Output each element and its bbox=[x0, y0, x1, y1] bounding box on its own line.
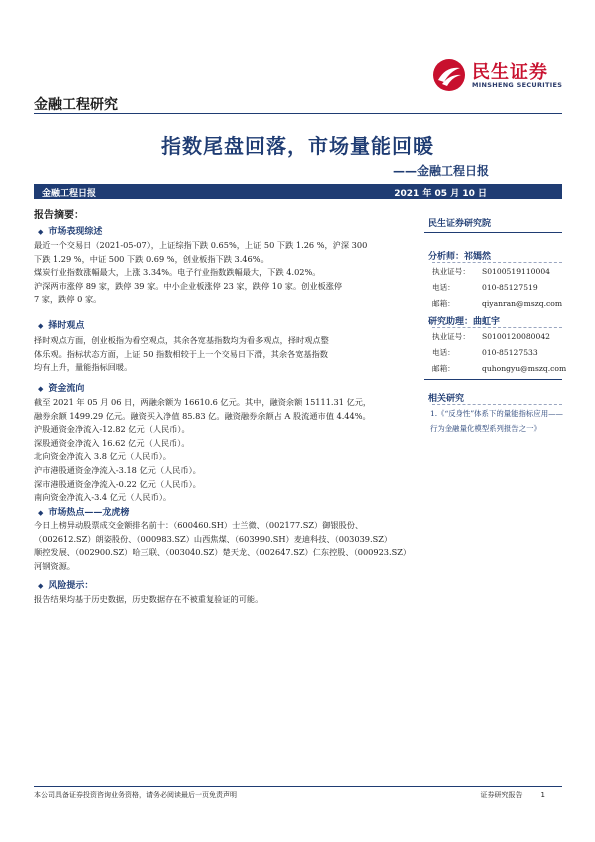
triangle-bullet-icon: ◆ bbox=[38, 385, 44, 393]
assistant-email: 邮箱： quhongyu@mszq.com bbox=[432, 364, 567, 373]
company-logo bbox=[432, 58, 572, 94]
section-timing-text bbox=[34, 334, 412, 375]
text-line: 北向资金净流入 3.8 亿元（人民币）。 bbox=[34, 451, 171, 462]
text-line: 今日上榜异动股票成交金额排名前十：（600460.SH）士兰微、（002177.SZ）御银股份、 bbox=[34, 520, 364, 530]
logo-name-en: MINSHENG SECURITIES bbox=[472, 81, 563, 89]
text-line: 沪市港股通资金净流入-3.18 亿元（人民币）。 bbox=[34, 464, 201, 475]
text-line: （002612.SZ）朗姿股份、（000983.SZ）山西焦煤、（603990.SH）麦迪科技、（003039.SZ） bbox=[34, 533, 393, 544]
sidebar-dashed-divider bbox=[432, 327, 562, 328]
analyst-license: 执业证号： S0100519110004 bbox=[432, 267, 551, 276]
triangle-bullet-icon: ◆ bbox=[38, 509, 44, 517]
section-risk-heading: ◆ 风险提示： bbox=[38, 581, 94, 591]
related-research-link[interactable]: 行为金融量化模型系列报告之一》 bbox=[430, 424, 541, 433]
triangle-bullet-icon: ◆ bbox=[38, 322, 44, 330]
footer-divider bbox=[34, 786, 562, 787]
related-research-heading: 相关研究 bbox=[428, 394, 465, 404]
analyst-email: 邮箱： qiyanran@mszq.com bbox=[432, 299, 563, 308]
section-fund-flow-text bbox=[34, 396, 412, 505]
related-research-link[interactable]: 1.《“反身性”体系下的量能指标应用—— bbox=[430, 409, 563, 418]
summary-heading: 报告摘要： bbox=[34, 210, 84, 221]
sidebar-divider bbox=[424, 232, 562, 233]
section-fund-flow-heading: ◆ 资金流向 bbox=[38, 384, 85, 394]
text-line: 沪股通资金净流入-12.82 亿元（人民币）。 bbox=[34, 424, 190, 435]
sidebar-dashed-divider bbox=[432, 404, 562, 405]
logo-name-cn: 民生证券 bbox=[472, 62, 548, 83]
section-risk-text bbox=[34, 593, 412, 607]
sidebar-divider bbox=[424, 379, 562, 380]
footer-report-label: 证券研究报告 bbox=[480, 791, 523, 799]
page-number: 1 bbox=[540, 791, 545, 799]
footer-disclaimer: 本公司具备证券投资咨询业务资格，请务必阅读最后一页免责声明 bbox=[34, 791, 237, 799]
triangle-bullet-icon: ◆ bbox=[38, 582, 44, 590]
institute-name: 民生证券研究院 bbox=[428, 219, 492, 229]
text-line: 南向资金净流入-3.4 亿元（人民币）。 bbox=[34, 492, 172, 503]
assistant-phone: 电话： 010-85127533 bbox=[432, 348, 538, 357]
doc-type-label: 金融工程研究 bbox=[34, 97, 118, 113]
assistant-license: 执业证号： S0100120080042 bbox=[432, 332, 551, 341]
text-line: 融券余额 1499.29 亿元。融资买入净值 85.83 亿。融资融券余额占 A 股流通市值 4.44%。 bbox=[34, 410, 371, 421]
bar-report-date: 2021 年 05 月 10 日 bbox=[394, 189, 487, 199]
text-line: 沪深两市涨停 89 家，跌停 39 家。中小企业板涨停 23 家，跌停 10 家。创业板涨停 bbox=[34, 280, 343, 291]
text-line: 河钢资源。 bbox=[34, 560, 75, 571]
footer-page-info bbox=[481, 790, 545, 800]
text-line: 深市港股通资金净流入-0.22 亿元（人民币）。 bbox=[34, 478, 201, 489]
text-line: 下跌 1.29 %，中证 500 下跌 0.69 %，创业板指下跌 3.46%。 bbox=[34, 253, 269, 264]
text-line: 截至 2021 年 05 月 06 日，两融余额为 16610.6 亿元。其中，融资余额 15111.31 亿元， bbox=[34, 397, 372, 407]
minsheng-logo-icon bbox=[432, 58, 466, 92]
analyst-heading: 分析师：祁嫣然 bbox=[428, 252, 492, 262]
text-line: 均有上升，量能指标回暖。 bbox=[34, 362, 133, 373]
header-divider bbox=[34, 113, 562, 114]
text-line: 报告结果均基于历史数据，历史数据存在不被重复验证的可能。 bbox=[34, 594, 264, 604]
text-line: 择时观点方面，创业板指为看空观点，其余各宽基指数均为看多观点，择时观点整 bbox=[34, 335, 329, 345]
bar-report-type: 金融工程日报 bbox=[42, 189, 97, 199]
section-market-overview-text bbox=[34, 239, 412, 307]
text-line: 7 家，跌停 0 家。 bbox=[34, 294, 102, 305]
report-title: 指数尾盘回落，市场量能回暖 bbox=[161, 134, 434, 158]
sidebar-dashed-divider bbox=[432, 262, 562, 263]
section-hot-spots-text bbox=[34, 519, 412, 573]
text-line: 煤炭行业指数涨幅最大，上涨 3.34%。电子行业指数跌幅最大，下跌 4.02%。 bbox=[34, 267, 321, 278]
triangle-bullet-icon: ◆ bbox=[38, 228, 44, 236]
text-line: 顺控发展、（002900.SZ）哈三联、（003040.SZ）楚天龙、（002647.SZ）仁东控股、（000923.SZ） bbox=[34, 547, 412, 558]
section-timing-heading: ◆ 择时观点 bbox=[38, 321, 85, 331]
text-line: 最近一个交易日（2021-05-07），上证综指下跌 0.65%，上证 50 下跌 1.26 %，沪深 300 bbox=[34, 240, 368, 250]
analyst-phone: 电话： 010-85127519 bbox=[432, 283, 538, 292]
report-subtitle: ——金融工程日报 bbox=[392, 164, 489, 178]
text-line: 体乐观。指标状态方面，上证 50 指数相较于上一个交易日下滑，其余各宽基指数 bbox=[34, 348, 328, 359]
section-hot-spots-heading: ◆ 市场热点——龙虎榜 bbox=[38, 508, 130, 518]
assistant-heading: 研究助理：曲虹宇 bbox=[428, 317, 501, 327]
text-line: 深股通资金净流入 16.62 亿元（人民币）。 bbox=[34, 437, 190, 448]
section-market-overview-heading: ◆ 市场表现综述 bbox=[38, 227, 103, 237]
